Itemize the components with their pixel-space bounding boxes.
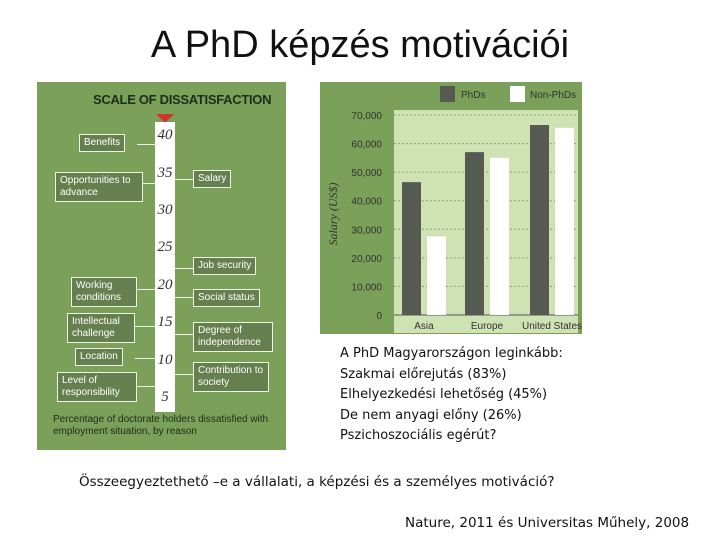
leader-line xyxy=(175,297,193,298)
reason-label: Social status xyxy=(193,289,260,307)
scale-tick: 25 xyxy=(157,239,173,255)
scale-heading: SCALE OF DISSATISFACTION xyxy=(93,92,272,107)
note-line: Pszichoszociális egérút? xyxy=(340,428,497,443)
legend-label-nonphd: Non-PhDs xyxy=(530,90,577,101)
y-tick-label: 60,000 xyxy=(351,139,382,151)
leader-line xyxy=(175,268,193,269)
leader-line xyxy=(175,334,193,335)
y-tick-label: 0 xyxy=(376,311,382,322)
reason-label: Degree of independence xyxy=(193,322,273,352)
reason-label: Intellectual challenge xyxy=(67,313,135,343)
note-line: Elhelyezkedési lehetőség (45%) xyxy=(340,387,548,402)
leader-line xyxy=(175,374,193,375)
bar-nonphd xyxy=(555,128,574,315)
note-line: Szakmai előrejutás (83%) xyxy=(340,366,507,382)
reason-label: Contribution to society xyxy=(193,362,269,392)
reason-label: Working conditions xyxy=(71,277,137,307)
x-tick-label: Asia xyxy=(414,321,434,332)
bar-nonphd xyxy=(490,158,509,315)
leader-line xyxy=(135,358,155,359)
reason-label: Location xyxy=(75,348,123,366)
dissatisfaction-infographic xyxy=(37,82,286,450)
infographic-caption: Percentage of doctorate holders dissatisfied with employment situation, by reason xyxy=(53,414,269,437)
legend-label-phd: PhDs xyxy=(461,90,486,101)
scale-tick: 5 xyxy=(161,389,169,405)
y-tick-label: 10,000 xyxy=(351,282,382,294)
note-line: A PhD Magyarországon leginkább: xyxy=(340,346,563,361)
slide-title: A PhD képzés motivációi xyxy=(150,24,570,66)
scale-tick: 15 xyxy=(157,314,173,330)
y-tick-label: 70,000 xyxy=(351,111,382,122)
bar-nonphd xyxy=(427,236,446,315)
scale-tick: 35 xyxy=(157,165,173,181)
legend-swatch-phd xyxy=(440,86,455,102)
salary-bar-chart xyxy=(320,82,582,334)
reason-label: Job security xyxy=(193,257,256,275)
reason-label: Opportunities to advance xyxy=(55,172,143,202)
scale-tick: 20 xyxy=(157,277,173,293)
notes-block xyxy=(340,344,563,447)
y-tick-label: 30,000 xyxy=(351,225,382,237)
x-tick-label: United States xyxy=(521,321,582,332)
leader-line xyxy=(175,179,193,180)
y-tick-label: 20,000 xyxy=(351,253,382,265)
leader-line xyxy=(135,386,155,387)
y-tick-label: 40,000 xyxy=(351,196,382,208)
x-tick-label: Europe xyxy=(470,321,504,332)
legend-swatch-nonphd xyxy=(510,86,525,102)
reason-label: Salary xyxy=(193,170,231,188)
y-axis-label: Salary (US$) xyxy=(326,182,340,246)
source-citation: Nature, 2011 és Universitas Műhely, 2008 xyxy=(405,515,690,531)
scale-tick: 40 xyxy=(157,127,173,143)
leader-line xyxy=(137,144,155,145)
bar-phd xyxy=(530,125,549,315)
summary-question: Összeegyeztethető –e a vállalati, a képzési és a személyes motiváció? xyxy=(79,474,555,490)
reason-label: Benefits xyxy=(79,134,125,152)
bar-phd xyxy=(465,152,484,315)
scale-tick: 30 xyxy=(157,202,173,218)
bar-phd xyxy=(402,182,421,315)
reason-label: Level of responsibility xyxy=(57,372,137,402)
note-line: De nem anyagi előny (26%) xyxy=(340,407,522,423)
scale-tick: 10 xyxy=(157,352,173,368)
y-tick-label: 50,000 xyxy=(351,168,382,180)
